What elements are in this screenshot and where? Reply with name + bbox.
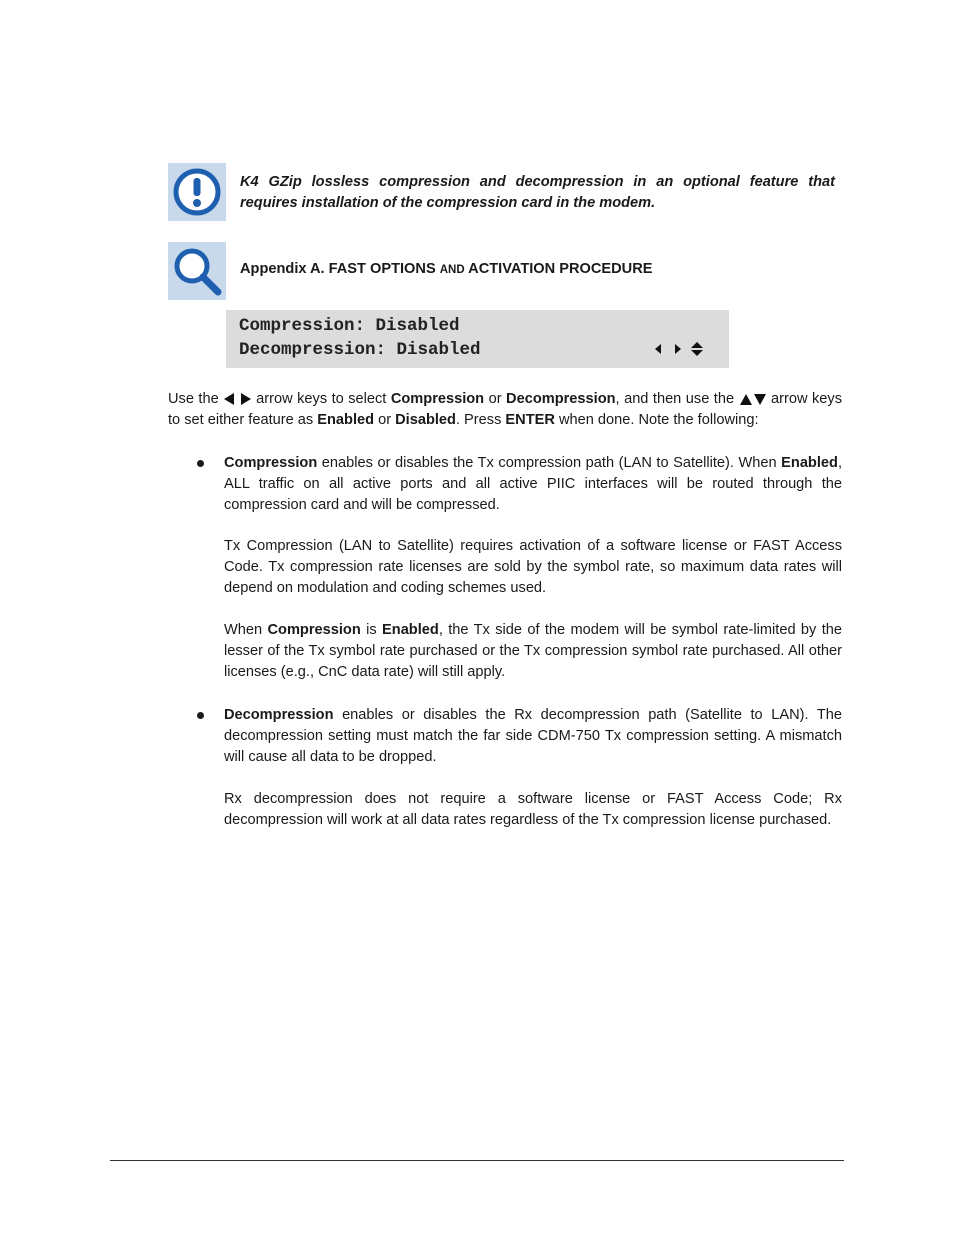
reference-text-part2: ACTIVATION PROCEDURE <box>464 261 653 277</box>
compression-term: Compression <box>224 455 318 471</box>
bullet-text: enables or disables the Tx compression path (LAN to Satellite). When <box>317 455 782 471</box>
right-arrow-key-icon <box>241 393 251 405</box>
bullet-text: enables or disables the Rx decompression path (Satellite to LAN). The decompression setting must match the far side CDM-750 Tx compression setting. A mismatch will cause all data to be dropped. <box>224 707 842 765</box>
lcd-display <box>226 310 729 368</box>
enabled-term: Enabled <box>382 622 439 638</box>
enabled-term: Enabled <box>781 455 838 471</box>
compression-bullet-para-3 <box>224 620 842 683</box>
decompression-bullet-para-2: Rx decompression does not require a software license or FAST Access Code; Rx decompression will work at all data rates regardless of the Tx compression license purchased. <box>224 791 842 828</box>
compression-bullet-para-1 <box>224 453 842 516</box>
compression-bullet-para-2: Tx Compression (LAN to Satellite) requires activation of a software license or FAST Access Code. Tx compression rate licenses are sold by the symbol rate, so maximum data rates will depend on modulation and coding schemes used. <box>224 538 842 596</box>
up-arrow-key-icon <box>740 394 752 405</box>
disabled-term: Disabled <box>395 412 456 428</box>
up-down-arrow-icon <box>691 342 703 356</box>
footer-divider <box>110 1160 844 1161</box>
intro-text: arrow keys to set either feature as <box>168 391 842 428</box>
enter-key-term: ENTER <box>505 412 555 428</box>
enabled-term: Enabled <box>317 412 375 428</box>
right-arrow-icon <box>675 344 681 354</box>
decompression-term: Decompression <box>506 391 616 407</box>
bullet-text: , ALL traffic on all active ports and all active PIIC interfaces will be routed through the compression card and will be compressed. <box>224 455 842 513</box>
intro-text: or <box>484 391 507 407</box>
left-arrow-icon <box>655 344 661 354</box>
intro-paragraph <box>168 389 842 431</box>
left-arrow-key-icon <box>224 393 234 405</box>
reference-note-text <box>240 261 653 277</box>
reference-text-part1: Appendix A. FAST OPTIONS <box>240 261 440 277</box>
bullet-text: When <box>224 622 268 638</box>
bullet-dot <box>197 712 204 719</box>
important-note-text: K4 GZip lossless compression and decompression in an optional feature that requires installation of the compression card in the modem. <box>240 174 835 211</box>
decompression-term: Decompression <box>224 707 334 723</box>
bullet-dot <box>197 460 204 467</box>
decompression-bullet-para-1 <box>224 705 842 768</box>
reference-note-icon-box <box>168 242 226 300</box>
bullet-text: is <box>360 622 383 638</box>
compression-term: Compression <box>267 622 361 638</box>
magnifier-icon <box>168 242 226 300</box>
intro-text: . Press <box>455 412 506 428</box>
down-arrow-key-icon <box>754 394 766 405</box>
lcd-navigation-arrows <box>655 341 703 357</box>
compression-term: Compression <box>390 391 485 407</box>
intro-text: Use the <box>168 391 224 407</box>
bullet-text: , the Tx side of the modem will be symbol rate-limited by the lesser of the Tx symbol rate purchased or the Tx compression symbol rate purchased. All other licenses (e.g., CnC data rate) will still apply. <box>224 622 842 680</box>
lcd-line-1: Compression: Disabled <box>239 316 460 336</box>
intro-text: arrow keys to select <box>251 391 391 407</box>
intro-text: or <box>374 412 396 428</box>
important-note-icon-box <box>168 163 226 221</box>
reference-text-small: AND <box>439 264 465 276</box>
exclamation-circle-icon <box>168 163 226 221</box>
lcd-line-2: Decompression: Disabled <box>239 340 481 360</box>
intro-text: , and then use the <box>615 391 739 407</box>
intro-text: when done. Note the following: <box>554 412 759 428</box>
